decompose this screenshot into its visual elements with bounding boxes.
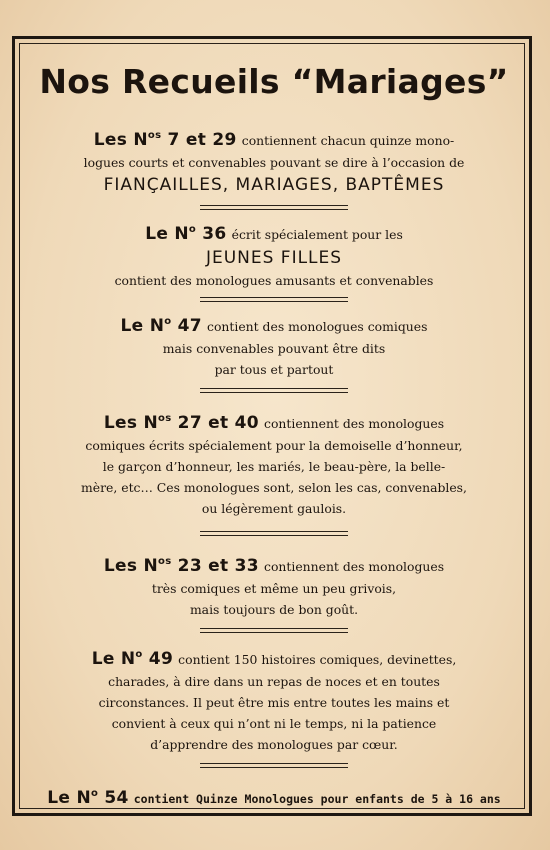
section-no-54: [26, 782, 522, 811]
section-no-23-33: [26, 550, 522, 620]
section-heading-line: [26, 407, 522, 435]
section-lead: Le $N^o$ 36: [145, 224, 227, 244]
section-lead: Les $N^{os}$ 23 et 33: [103, 556, 259, 576]
section-heading-line: [26, 550, 522, 578]
section-text: contiennent des monologues: [264, 416, 445, 431]
section-lead: Les $N^{os}$ 27 et 40: [103, 413, 259, 433]
section-text: contient Quinze Monologues pour enfants de 5 à 16 ans: [133, 792, 501, 806]
section-no-47: [26, 310, 522, 380]
separator: [200, 628, 348, 633]
section-heading-line: [59, 124, 489, 152]
section-text: contiennent des monologues: [264, 559, 445, 574]
page-content: [26, 62, 522, 811]
section-text: ou légèrement gaulois.: [201, 501, 347, 516]
section-text: mère, etc… Ces monologues sont, selon les cas, convenables,: [81, 480, 467, 495]
section-heading-line: [26, 310, 522, 338]
section-text: charades, à dire dans un repas de noces et en toutes: [108, 674, 440, 689]
section-text: contiennent chacun quinze mono-: [241, 133, 455, 148]
section-lead: Les $N^{os}$ 7 et 29: [93, 130, 237, 150]
section-heading-line: [26, 218, 522, 246]
section-no-27-40: [26, 407, 522, 519]
section-no-7-29: [59, 124, 489, 197]
section-text: écrit spécialement pour les: [231, 227, 403, 242]
section-text: contient des monologues amusants et convenables: [114, 273, 434, 288]
section-text: contient 150 histoires comiques, devinettes,: [178, 652, 457, 667]
section-text: convient à ceux qui n’ont ni le temps, ni la patience: [111, 716, 437, 731]
section-caps: FIANÇAILLES, MARIAGES, BAPTÊMES: [103, 175, 445, 195]
section-text: très comiques et même un peu grivois,: [151, 581, 397, 596]
section-text: circonstances. Il peut être mis entre toutes les mains et: [98, 695, 450, 710]
separator: [200, 205, 348, 210]
section-lead: Le $N^o$ 54: [47, 788, 129, 808]
separator: [200, 297, 348, 302]
separator: [200, 531, 348, 536]
section-text: logues courts et convenables pouvant se dire à l’occasion de: [83, 155, 465, 170]
section-lead: Le $N^o$ 49: [91, 649, 174, 669]
section-caps: JEUNES FILLES: [205, 248, 343, 268]
section-heading-line: [26, 643, 522, 671]
section-text: comiques écrits spécialement pour la demoiselle d’honneur,: [85, 438, 463, 453]
section-no-49: [26, 643, 522, 755]
section-text: mais toujours de bon goût.: [189, 602, 359, 617]
section-text: contient des monologues comiques: [207, 319, 428, 334]
section-lead: Le $N^o$ 47: [120, 316, 202, 336]
page-title: Nos Recueils “Mariages”: [39, 62, 509, 101]
section-text: mais convenables pouvant être dits: [162, 341, 386, 356]
section-no-36: [26, 218, 522, 291]
separator: [200, 763, 348, 768]
section-text: le garçon d’honneur, les mariés, le beau-père, la belle-: [102, 459, 446, 474]
section-text: par tous et partout: [214, 362, 334, 377]
section-heading-line: [26, 782, 522, 811]
section-text: d’apprendre des monologues par cœur.: [150, 737, 398, 752]
separator: [200, 388, 348, 393]
